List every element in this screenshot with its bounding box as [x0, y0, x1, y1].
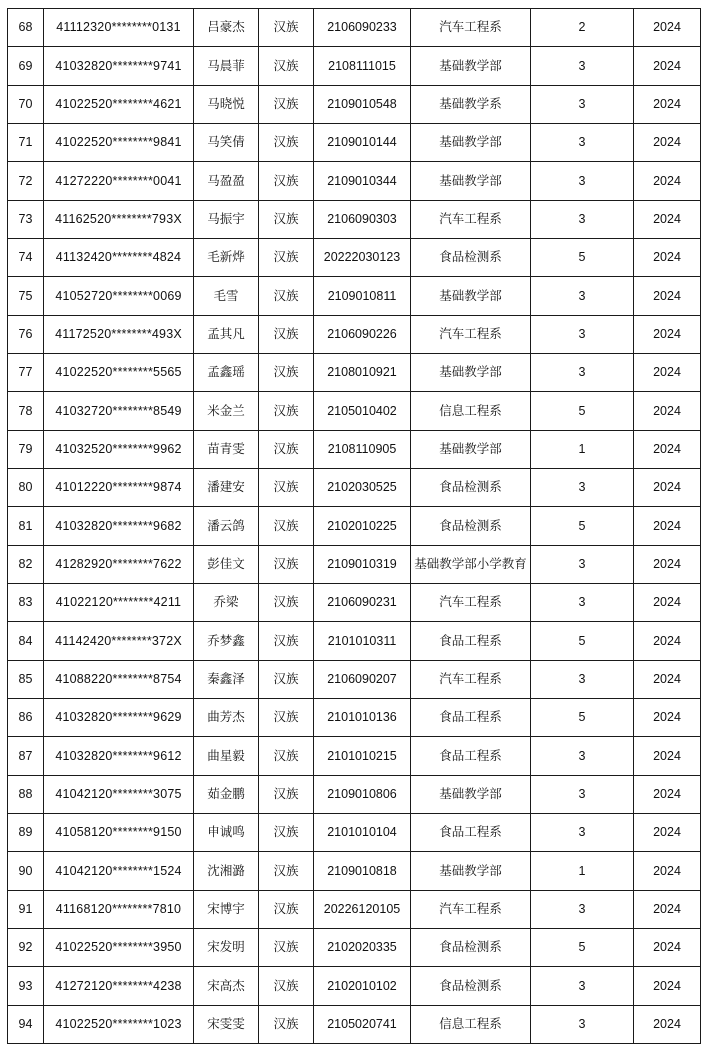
student-name-cell: 茹金鹏: [194, 775, 259, 813]
ethnicity-cell: 汉族: [259, 507, 314, 545]
student-id-cell: 2109010806: [314, 775, 411, 813]
department-cell: 食品检测系: [411, 238, 531, 276]
row-number-cell: 81: [8, 507, 44, 545]
count-cell: 5: [531, 238, 634, 276]
row-number-cell: 92: [8, 928, 44, 966]
id-number-cell: 41032720********8549: [44, 392, 194, 430]
student-id-cell: 2108111015: [314, 47, 411, 85]
id-number-cell: 41022520********1023: [44, 1005, 194, 1043]
student-table-body: [8, 9, 701, 1044]
ethnicity-cell: 汉族: [259, 698, 314, 736]
id-number-cell: 41022520********3950: [44, 928, 194, 966]
student-id-cell: 2109010811: [314, 277, 411, 315]
count-cell: 3: [531, 162, 634, 200]
department-cell: 食品工程系: [411, 737, 531, 775]
student-id-cell: 2106090231: [314, 583, 411, 621]
count-cell: 3: [531, 200, 634, 238]
ethnicity-cell: 汉族: [259, 238, 314, 276]
student-name-cell: 申诚鸣: [194, 813, 259, 851]
student-name-cell: 马盈盈: [194, 162, 259, 200]
year-cell: 2024: [634, 737, 701, 775]
student-name-cell: 曲芳杰: [194, 698, 259, 736]
table-row: [8, 200, 701, 238]
department-cell: 基础教学部: [411, 47, 531, 85]
count-cell: 3: [531, 277, 634, 315]
student-id-cell: 2106090207: [314, 660, 411, 698]
table-row: [8, 468, 701, 506]
student-name-cell: 潘建安: [194, 468, 259, 506]
id-number-cell: 41052720********0069: [44, 277, 194, 315]
year-cell: 2024: [634, 468, 701, 506]
department-cell: 食品工程系: [411, 813, 531, 851]
department-cell: 基础教学部: [411, 852, 531, 890]
count-cell: 3: [531, 890, 634, 928]
count-cell: 3: [531, 775, 634, 813]
row-number-cell: 94: [8, 1005, 44, 1043]
count-cell: 5: [531, 392, 634, 430]
year-cell: 2024: [634, 507, 701, 545]
id-number-cell: 41112320********0131: [44, 9, 194, 47]
year-cell: 2024: [634, 85, 701, 123]
table-row: [8, 813, 701, 851]
year-cell: 2024: [634, 622, 701, 660]
year-cell: 2024: [634, 698, 701, 736]
department-cell: 食品检测系: [411, 507, 531, 545]
id-number-cell: 41022520********9841: [44, 123, 194, 161]
student-id-cell: 2102030525: [314, 468, 411, 506]
year-cell: 2024: [634, 967, 701, 1005]
student-name-cell: 宋雯雯: [194, 1005, 259, 1043]
year-cell: 2024: [634, 660, 701, 698]
student-name-cell: 彭佳文: [194, 545, 259, 583]
department-cell: 基础教学部: [411, 123, 531, 161]
row-number-cell: 68: [8, 9, 44, 47]
department-cell: 基础教学部小学教育: [411, 545, 531, 583]
year-cell: 2024: [634, 775, 701, 813]
student-id-cell: 2105020741: [314, 1005, 411, 1043]
year-cell: 2024: [634, 430, 701, 468]
student-id-cell: 2102020335: [314, 928, 411, 966]
student-roster-table: [7, 8, 701, 1044]
id-number-cell: 41088220********8754: [44, 660, 194, 698]
student-id-cell: 2109010319: [314, 545, 411, 583]
department-cell: 汽车工程系: [411, 9, 531, 47]
table-row: [8, 737, 701, 775]
id-number-cell: 41022520********4621: [44, 85, 194, 123]
student-id-cell: 2106090303: [314, 200, 411, 238]
row-number-cell: 82: [8, 545, 44, 583]
row-number-cell: 90: [8, 852, 44, 890]
table-row: [8, 238, 701, 276]
ethnicity-cell: 汉族: [259, 967, 314, 1005]
ethnicity-cell: 汉族: [259, 545, 314, 583]
id-number-cell: 41022520********5565: [44, 353, 194, 391]
row-number-cell: 75: [8, 277, 44, 315]
department-cell: 汽车工程系: [411, 583, 531, 621]
table-row: [8, 660, 701, 698]
department-cell: 基础教学系: [411, 85, 531, 123]
student-id-cell: 2109010144: [314, 123, 411, 161]
student-name-cell: 潘云鸽: [194, 507, 259, 545]
student-name-cell: 马晓悦: [194, 85, 259, 123]
year-cell: 2024: [634, 47, 701, 85]
table-row: [8, 47, 701, 85]
ethnicity-cell: 汉族: [259, 353, 314, 391]
table-row: [8, 1005, 701, 1043]
count-cell: 3: [531, 123, 634, 161]
student-name-cell: 毛新烨: [194, 238, 259, 276]
student-name-cell: 秦鑫泽: [194, 660, 259, 698]
student-name-cell: 马振宇: [194, 200, 259, 238]
row-number-cell: 78: [8, 392, 44, 430]
id-number-cell: 41022120********4211: [44, 583, 194, 621]
student-id-cell: 2109010548: [314, 85, 411, 123]
department-cell: 信息工程系: [411, 392, 531, 430]
id-number-cell: 41272120********4238: [44, 967, 194, 1005]
table-row: [8, 392, 701, 430]
department-cell: 基础教学部: [411, 353, 531, 391]
count-cell: 5: [531, 928, 634, 966]
ethnicity-cell: 汉族: [259, 430, 314, 468]
ethnicity-cell: 汉族: [259, 813, 314, 851]
year-cell: 2024: [634, 928, 701, 966]
department-cell: 汽车工程系: [411, 890, 531, 928]
row-number-cell: 93: [8, 967, 44, 1005]
student-id-cell: 2101010215: [314, 737, 411, 775]
count-cell: 3: [531, 47, 634, 85]
department-cell: 汽车工程系: [411, 315, 531, 353]
year-cell: 2024: [634, 238, 701, 276]
student-id-cell: 2101010136: [314, 698, 411, 736]
count-cell: 5: [531, 698, 634, 736]
ethnicity-cell: 汉族: [259, 468, 314, 506]
ethnicity-cell: 汉族: [259, 315, 314, 353]
student-id-cell: 2102010102: [314, 967, 411, 1005]
year-cell: 2024: [634, 353, 701, 391]
id-number-cell: 41162520********793X: [44, 200, 194, 238]
id-number-cell: 41168120********7810: [44, 890, 194, 928]
year-cell: 2024: [634, 392, 701, 430]
department-cell: 食品工程系: [411, 622, 531, 660]
student-id-cell: 2102010225: [314, 507, 411, 545]
student-name-cell: 宋高杰: [194, 967, 259, 1005]
count-cell: 3: [531, 353, 634, 391]
student-name-cell: 乔梁: [194, 583, 259, 621]
row-number-cell: 86: [8, 698, 44, 736]
id-number-cell: 41042120********1524: [44, 852, 194, 890]
year-cell: 2024: [634, 852, 701, 890]
department-cell: 汽车工程系: [411, 200, 531, 238]
table-row: [8, 967, 701, 1005]
id-number-cell: 41032820********9741: [44, 47, 194, 85]
table-row: [8, 890, 701, 928]
table-row: [8, 353, 701, 391]
id-number-cell: 41142420********372X: [44, 622, 194, 660]
row-number-cell: 77: [8, 353, 44, 391]
table-row: [8, 123, 701, 161]
ethnicity-cell: 汉族: [259, 123, 314, 161]
row-number-cell: 83: [8, 583, 44, 621]
count-cell: 3: [531, 737, 634, 775]
row-number-cell: 71: [8, 123, 44, 161]
table-row: [8, 162, 701, 200]
count-cell: 1: [531, 852, 634, 890]
student-name-cell: 乔梦鑫: [194, 622, 259, 660]
student-id-cell: 2109010344: [314, 162, 411, 200]
student-name-cell: 孟鑫瑶: [194, 353, 259, 391]
row-number-cell: 85: [8, 660, 44, 698]
table-row: [8, 315, 701, 353]
count-cell: 3: [531, 967, 634, 1005]
count-cell: 3: [531, 545, 634, 583]
ethnicity-cell: 汉族: [259, 852, 314, 890]
table-row: [8, 545, 701, 583]
year-cell: 2024: [634, 162, 701, 200]
student-id-cell: 2101010311: [314, 622, 411, 660]
ethnicity-cell: 汉族: [259, 200, 314, 238]
year-cell: 2024: [634, 123, 701, 161]
id-number-cell: 41042120********3075: [44, 775, 194, 813]
year-cell: 2024: [634, 315, 701, 353]
id-number-cell: 41282920********7622: [44, 545, 194, 583]
ethnicity-cell: 汉族: [259, 622, 314, 660]
year-cell: 2024: [634, 890, 701, 928]
department-cell: 食品工程系: [411, 698, 531, 736]
department-cell: 食品检测系: [411, 967, 531, 1005]
ethnicity-cell: 汉族: [259, 47, 314, 85]
table-row: [8, 775, 701, 813]
ethnicity-cell: 汉族: [259, 85, 314, 123]
ethnicity-cell: 汉族: [259, 660, 314, 698]
department-cell: 汽车工程系: [411, 660, 531, 698]
count-cell: 2: [531, 9, 634, 47]
row-number-cell: 84: [8, 622, 44, 660]
year-cell: 2024: [634, 545, 701, 583]
row-number-cell: 88: [8, 775, 44, 813]
year-cell: 2024: [634, 1005, 701, 1043]
table-row: [8, 277, 701, 315]
row-number-cell: 91: [8, 890, 44, 928]
id-number-cell: 41058120********9150: [44, 813, 194, 851]
ethnicity-cell: 汉族: [259, 583, 314, 621]
row-number-cell: 87: [8, 737, 44, 775]
count-cell: 3: [531, 583, 634, 621]
count-cell: 1: [531, 430, 634, 468]
row-number-cell: 74: [8, 238, 44, 276]
id-number-cell: 41132420********4824: [44, 238, 194, 276]
department-cell: 基础教学部: [411, 430, 531, 468]
ethnicity-cell: 汉族: [259, 277, 314, 315]
count-cell: 5: [531, 622, 634, 660]
id-number-cell: 41032520********9962: [44, 430, 194, 468]
department-cell: 基础教学部: [411, 162, 531, 200]
count-cell: 3: [531, 813, 634, 851]
student-name-cell: 沈湘潞: [194, 852, 259, 890]
count-cell: 3: [531, 85, 634, 123]
ethnicity-cell: 汉族: [259, 890, 314, 928]
table-row: [8, 507, 701, 545]
department-cell: 基础教学部: [411, 277, 531, 315]
student-name-cell: 苗青雯: [194, 430, 259, 468]
student-name-cell: 曲星毅: [194, 737, 259, 775]
year-cell: 2024: [634, 277, 701, 315]
row-number-cell: 73: [8, 200, 44, 238]
year-cell: 2024: [634, 9, 701, 47]
table-row: [8, 583, 701, 621]
year-cell: 2024: [634, 583, 701, 621]
student-name-cell: 宋发明: [194, 928, 259, 966]
ethnicity-cell: 汉族: [259, 775, 314, 813]
id-number-cell: 41172520********493X: [44, 315, 194, 353]
count-cell: 5: [531, 507, 634, 545]
id-number-cell: 41032820********9629: [44, 698, 194, 736]
student-name-cell: 马晨菲: [194, 47, 259, 85]
count-cell: 3: [531, 660, 634, 698]
department-cell: 食品检测系: [411, 928, 531, 966]
table-row: [8, 698, 701, 736]
ethnicity-cell: 汉族: [259, 9, 314, 47]
student-name-cell: 米金兰: [194, 392, 259, 430]
student-id-cell: 2108010921: [314, 353, 411, 391]
department-cell: 食品检测系: [411, 468, 531, 506]
table-row: [8, 622, 701, 660]
table-row: [8, 430, 701, 468]
student-name-cell: 吕豪杰: [194, 9, 259, 47]
row-number-cell: 69: [8, 47, 44, 85]
ethnicity-cell: 汉族: [259, 392, 314, 430]
ethnicity-cell: 汉族: [259, 737, 314, 775]
ethnicity-cell: 汉族: [259, 162, 314, 200]
row-number-cell: 79: [8, 430, 44, 468]
id-number-cell: 41032820********9682: [44, 507, 194, 545]
table-row: [8, 852, 701, 890]
row-number-cell: 76: [8, 315, 44, 353]
row-number-cell: 89: [8, 813, 44, 851]
student-id-cell: 2106090226: [314, 315, 411, 353]
year-cell: 2024: [634, 200, 701, 238]
count-cell: 3: [531, 1005, 634, 1043]
ethnicity-cell: 汉族: [259, 1005, 314, 1043]
count-cell: 3: [531, 468, 634, 506]
student-id-cell: 20222030123: [314, 238, 411, 276]
department-cell: 信息工程系: [411, 1005, 531, 1043]
student-name-cell: 孟其凡: [194, 315, 259, 353]
student-id-cell: 2109010818: [314, 852, 411, 890]
row-number-cell: 70: [8, 85, 44, 123]
student-id-cell: 2105010402: [314, 392, 411, 430]
ethnicity-cell: 汉族: [259, 928, 314, 966]
id-number-cell: 41272220********0041: [44, 162, 194, 200]
department-cell: 基础教学部: [411, 775, 531, 813]
id-number-cell: 41032820********9612: [44, 737, 194, 775]
student-name-cell: 马笑倩: [194, 123, 259, 161]
student-name-cell: 宋博宇: [194, 890, 259, 928]
id-number-cell: 41012220********9874: [44, 468, 194, 506]
table-row: [8, 85, 701, 123]
year-cell: 2024: [634, 813, 701, 851]
table-row: [8, 9, 701, 47]
student-name-cell: 毛雪: [194, 277, 259, 315]
row-number-cell: 80: [8, 468, 44, 506]
count-cell: 3: [531, 315, 634, 353]
student-id-cell: 2101010104: [314, 813, 411, 851]
student-id-cell: 2106090233: [314, 9, 411, 47]
student-id-cell: 20226120105: [314, 890, 411, 928]
row-number-cell: 72: [8, 162, 44, 200]
student-id-cell: 2108110905: [314, 430, 411, 468]
table-row: [8, 928, 701, 966]
